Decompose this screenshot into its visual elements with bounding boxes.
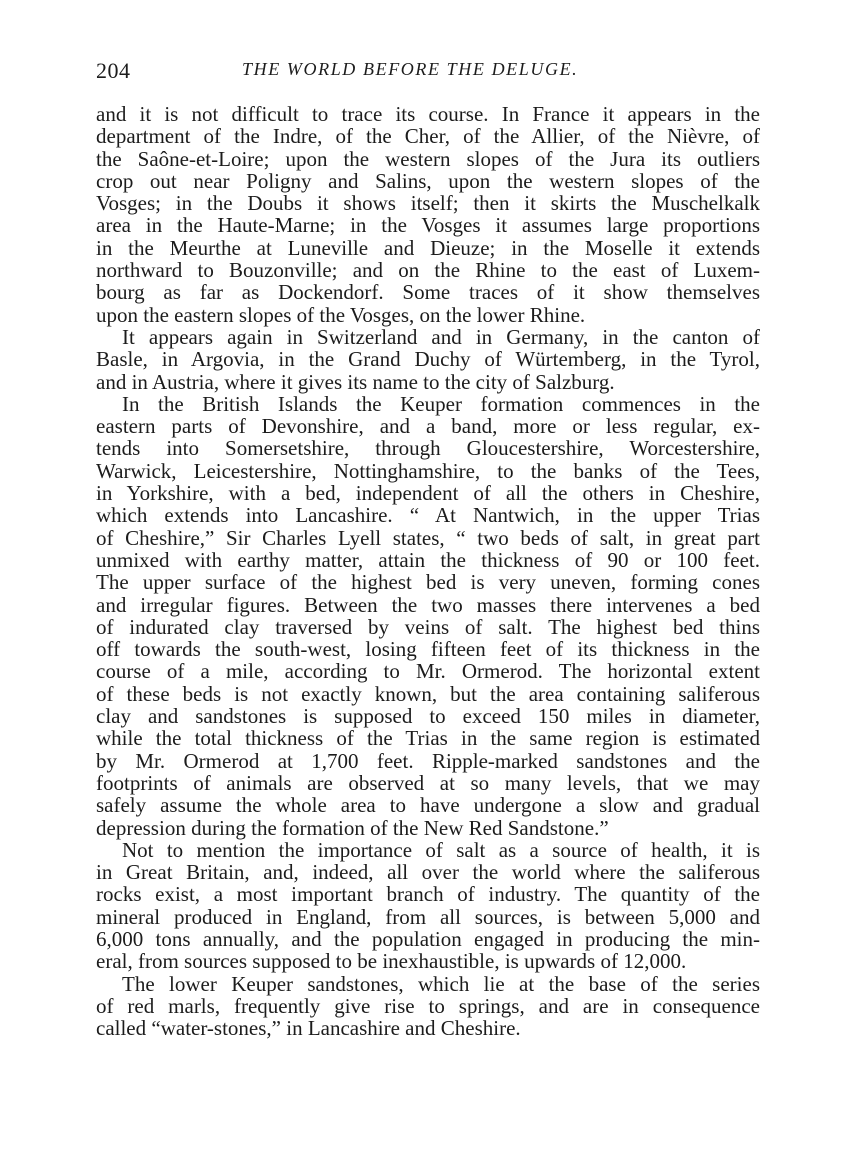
paragraph <box>96 103 760 326</box>
text-line: of Cheshire,” Sir Charles Lyell states, “ two beds of salt, in great part <box>96 525 760 550</box>
running-head <box>96 58 756 88</box>
text-line: while the total thickness of the Trias in the same region is estimated <box>96 726 760 751</box>
text-line: It appears again in Switzerland and in Germany, in the canton of <box>122 324 760 349</box>
text-line: clay and sandstones is supposed to exceed 150 miles in diameter, <box>96 704 760 729</box>
text-line: the Saône-et-Loire; upon the western slopes of the Jura its outliers <box>96 146 760 171</box>
text-line: in the Meurthe at Luneville and Dieuze; in the Moselle it extends <box>96 235 760 260</box>
text-line: rocks exist, a most important branch of industry. The quantity of the <box>96 882 760 907</box>
text-line: of indurated clay traversed by veins of salt. The highest bed thins <box>96 614 760 639</box>
text-line: unmixed with earthy matter, attain the thickness of 90 or 100 feet. <box>96 547 760 572</box>
text-line: area in the Haute-Marne; in the Vosges it assumes large proportions <box>96 213 760 238</box>
text-line: in Yorkshire, with a bed, independent of all the others in Cheshire, <box>96 481 760 506</box>
text-line: depression during the formation of the New Red Sandstone.” <box>96 815 609 840</box>
page-number: 204 <box>96 58 131 83</box>
text-line: course of a mile, according to Mr. Ormerod. The horizontal extent <box>96 659 760 684</box>
text-line: The lower Keuper sandstones, which lie at the base of the series <box>122 971 760 996</box>
text-line: in Great Britain, and, indeed, all over the world where the saliferous <box>96 860 760 885</box>
text-line: safely assume the whole area to have undergone a slow and gradual <box>96 793 760 818</box>
running-title: THE WORLD BEFORE THE DELUGE. <box>242 59 579 79</box>
text-line: eastern parts of Devonshire, and a band, more or less regular, ex- <box>96 414 760 439</box>
text-line: department of the Indre, of the Cher, of the Allier, of the Nièvre, of <box>96 124 760 149</box>
text-line: In the British Islands the Keuper formation commences in the <box>122 391 760 416</box>
text-line: Not to mention the importance of salt as a source of health, it is <box>122 837 760 862</box>
text-line: Vosges; in the Doubs it shows itself; then it skirts the Muschelkalk <box>96 191 760 216</box>
text-line: eral, from sources supposed to be inexhaustible, is upwards of 12,000. <box>96 949 687 974</box>
text-line: tends into Somersetshire, through Gloucestershire, Worcestershire, <box>96 436 760 461</box>
text-line: 6,000 tons annually, and the population engaged in producing the min- <box>96 926 760 951</box>
paragraph <box>96 326 760 393</box>
text-line: and in Austria, where it gives its name to the city of Salzburg. <box>96 369 615 394</box>
text-line: footprints of animals are observed at so many levels, that we may <box>96 770 760 795</box>
text-line: Warwick, Leicestershire, Nottinghamshire, to the banks of the Tees, <box>96 458 760 483</box>
text-line: mineral produced in England, from all sources, is between 5,000 and <box>96 904 760 929</box>
text-line: Basle, in Argovia, in the Grand Duchy of Würtemberg, in the Tyrol, <box>96 347 760 372</box>
text-line: and irregular figures. Between the two masses there intervenes a bed <box>96 592 760 617</box>
text-line: The upper surface of the highest bed is very uneven, forming cones <box>96 570 760 595</box>
text-line: by Mr. Ormerod at 1,700 feet. Ripple-marked sandstones and the <box>96 748 760 773</box>
body-text <box>96 103 760 1039</box>
paragraph <box>96 393 760 839</box>
text-line: crop out near Poligny and Salins, upon the western slopes of the <box>96 168 760 193</box>
text-line: off towards the south-west, losing fifteen feet of its thickness in the <box>96 637 760 662</box>
text-line: of red marls, frequently give rise to springs, and are in consequence <box>96 993 760 1018</box>
text-line: and it is not difficult to trace its course. In France it appears in the <box>96 102 760 126</box>
paragraph <box>96 973 760 1040</box>
text-line: which extends into Lancashire. “ At Nantwich, in the upper Trias <box>96 503 760 528</box>
text-line: of these beds is not exactly known, but the area containing saliferous <box>96 681 760 706</box>
text-line: bourg as far as Dockendorf. Some traces of it show themselves <box>96 280 760 305</box>
text-line: upon the eastern slopes of the Vosges, on the lower Rhine. <box>96 302 586 327</box>
paragraph <box>96 839 760 973</box>
text-line: called “water-stones,” in Lancashire and Cheshire. <box>96 1016 521 1041</box>
text-line: northward to Bouzonville; and on the Rhine to the east of Luxem- <box>96 258 760 283</box>
